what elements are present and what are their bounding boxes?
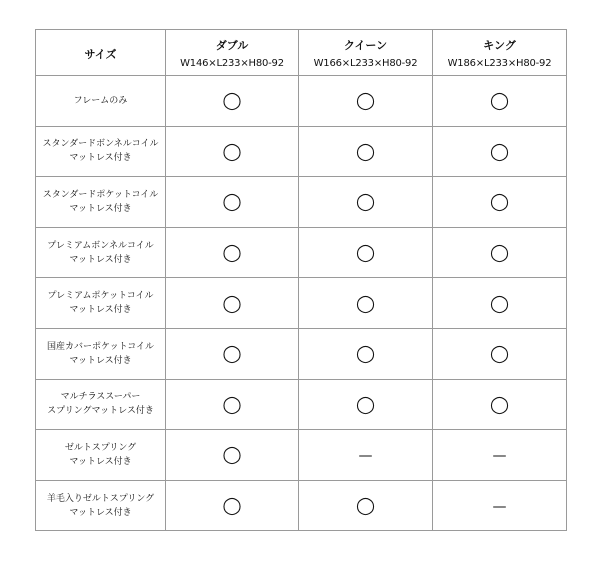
table-body [36,76,567,531]
available-mark: ◯ [222,243,242,264]
unavailable-mark: — [358,448,373,465]
row-label-line: スタンダードボンネルコイル [42,139,159,150]
availability-cell [433,177,567,228]
availability-cell [166,430,299,481]
available-mark: ◯ [222,496,242,517]
availability-cell [166,76,299,127]
availability-cell [299,278,433,329]
header-corner-cell [36,30,166,76]
availability-cell [299,328,433,379]
column-name-queen: クイーン [343,38,388,52]
row-label-line: ゼルトスプリング [64,442,137,453]
availability-cell [166,480,299,531]
column-dims-queen: W166×L233×H80-92 [313,57,418,69]
availability-cell [433,379,567,430]
row-label-line: 羊毛入りゼルトスプリング [46,493,155,504]
column-name-king: キング [483,38,516,52]
size-comparison-table [35,29,567,531]
row-label [36,340,165,368]
availability-cell [299,76,433,127]
table-row [36,126,567,177]
row-label-cell [36,278,166,329]
availability-cell [433,76,567,127]
availability-cell [433,328,567,379]
header-cell-queen [299,30,433,76]
available-mark: ◯ [222,293,242,314]
table-row [36,278,567,329]
availability-cell [299,480,433,531]
available-mark: ◯ [489,192,510,213]
available-mark: ◯ [222,141,242,162]
available-mark: ◯ [489,141,510,162]
row-label-cell [36,379,166,430]
table-row [36,76,567,127]
available-mark: ◯ [355,394,376,415]
row-label-line: マットレス付き [69,355,132,366]
row-label-cell [36,430,166,481]
row-label-line: マットレス付き [69,203,132,214]
available-mark: ◯ [222,394,242,415]
available-mark: ◯ [222,445,242,466]
row-label-line: マットレス付き [69,254,132,265]
available-mark: ◯ [355,141,376,162]
availability-cell [433,126,567,177]
row-label-line: フレームのみ [73,95,128,106]
row-label-line: マットレス付き [69,305,132,316]
available-mark: ◯ [489,394,510,415]
row-label [36,441,165,469]
table-row [36,328,567,379]
row-label [36,289,165,317]
row-label [36,94,165,108]
column-name-double: ダブル [215,38,249,52]
available-mark: ◯ [489,243,510,264]
availability-cell [299,177,433,228]
size-header-label: サイズ [84,48,117,61]
available-mark: ◯ [355,192,376,213]
availability-cell [299,379,433,430]
column-dims-king: W186×L233×H80-92 [447,57,552,69]
row-label-cell [36,126,166,177]
row-label-line: 国産カバーポケットコイル [47,341,154,352]
header-row [36,30,567,76]
availability-cell [299,227,433,278]
row-label-line: プレミアムポケットコイル [47,291,154,302]
row-label-cell [36,328,166,379]
row-label [36,188,165,216]
available-mark: ◯ [222,91,242,112]
row-label-cell [36,227,166,278]
available-mark: ◯ [489,91,510,112]
availability-cell [166,227,299,278]
row-label [36,239,165,267]
unavailable-mark: — [492,448,507,465]
row-label [36,137,165,165]
availability-cell [166,328,299,379]
row-label-cell [36,76,166,127]
row-label-line: プレミアムボンネルコイル [47,240,154,251]
available-mark: ◯ [355,344,376,365]
available-mark: ◯ [355,243,376,264]
available-mark: ◯ [355,91,376,112]
available-mark: ◯ [355,496,376,517]
availability-cell [433,227,567,278]
row-label-line: マットレス付き [69,456,132,467]
row-label-line: マットレス付き [69,507,132,518]
header-cell-double [166,30,299,76]
row-label-line: マットレス付き [69,153,132,164]
available-mark: ◯ [355,293,376,314]
availability-cell [166,278,299,329]
availability-cell [299,126,433,177]
unavailable-mark: — [492,499,507,516]
table-row [36,177,567,228]
row-label [36,390,165,418]
availability-cell [433,278,567,329]
row-label [36,492,165,520]
availability-cell [433,480,567,531]
available-mark: ◯ [222,344,242,365]
table-row [36,379,567,430]
availability-cell [299,430,433,481]
row-label-line: スタンダードポケットコイル [42,189,159,200]
row-label-line: スプリングマットレス付き [47,406,154,417]
available-mark: ◯ [489,344,510,365]
availability-cell [166,379,299,430]
availability-cell [433,430,567,481]
header-cell-king [433,30,567,76]
available-mark: ◯ [489,293,510,314]
row-label-line: マルチラススーパー [60,392,141,403]
availability-cell [166,177,299,228]
column-dims-double: W146×L233×H80-92 [180,57,284,69]
availability-cell [166,126,299,177]
table-row [36,430,567,481]
table-row [36,480,567,531]
available-mark: ◯ [222,192,242,213]
row-label-cell [36,480,166,531]
table-row [36,227,567,278]
row-label-cell [36,177,166,228]
